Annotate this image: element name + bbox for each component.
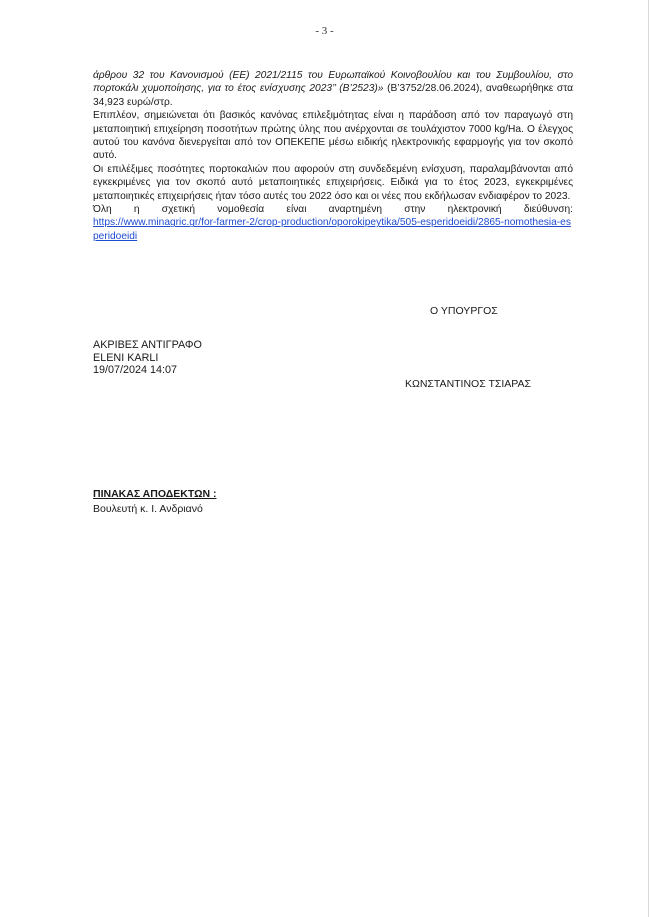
paragraph-3: Οι επιλέξιμες ποσότητες πορτοκαλιών που αφορούν στη συνδεδεμένη ενίσχυση, παραλαμβάνονται από εγκεκριμένες για τον σκοπό αυτό μεταποιητικές επιχειρήσεις. Ειδικά για το έτος 2023, εγκεκριμένες μεταποιητικές επιχειρήσεις ήταν τόσο αυτές του 2022 όσο και οι νέες που εκδήλωσαν ενδιαφέρον το 2023. [93,163,573,202]
signature-timestamp: 19/07/2024 14:07 [93,364,178,376]
paragraph-link [93,216,573,243]
page-number: - 3 - [315,25,334,37]
recipient-item: Βουλευτή κ. Ι. Ανδριανό [93,502,203,515]
minister-name: ΚΩΝΣΤΑΝΤΙΝΟΣ ΤΣΙΑΡΑΣ [405,378,531,390]
recipients-table [93,487,216,516]
recipients-header: ΠΙΝΑΚΑΣ ΑΠΟΔΕΚΤΩΝ : [93,488,217,500]
paragraph-2: Επιπλέον, σημειώνεται ότι βασικός κανόνας επιλεξιμότητας είναι η παράδοση από τον παραγωγό στη μεταποιητική επιχείρηση ποσοτήτων πρώτης ύλης που ανέρχονται σε τουλάχιστον 7000 kg/Ha. Ο έλεγχος αυτού του κανόνα διενεργείται από τον ΟΠΕΚΕΠΕ μέσω ειδικής ηλεκτρονικής εφαρμογής για τον σκοπό αυτό. [93,110,573,162]
legislation-link[interactable]: https://www.minagric.gr/for-farmer-2/crop-production/oporokipeytika/505-esperidoeidi/2865-nomothesia-esperidoeidi [93,217,571,242]
certified-copy-block [93,339,202,377]
certified-copy-label: ΑΚΡΙΒΕΣ ΑΝΤΙΓΡΑΦΟ [93,339,202,351]
document-body [93,69,573,243]
paragraph-1 [93,69,573,109]
paragraph-1-rest: (Β’3752/28.06.2024), αναθεωρήθηκε στα 34,923 ευρώ/στρ. [93,83,573,108]
regulation-citation: άρθρου 32 του Κανονισμού (ΕΕ) 2021/2115 του Ευρωπαϊκού Κοινοβουλίου και του Συμβουλίου, στο πορτοκάλι χυμοποίησης, για το έτος ενίσχυσης 2023’’ (Β’2523)» [93,70,573,95]
minister-title: Ο ΥΠΟΥΡΓΟΣ [430,305,498,317]
signer-name: ELENI KARLI [93,351,159,364]
paragraph-4: Όλη η σχετική νομοθεσία είναι αναρτημένη στην ηλεκτρονική διεύθυνση: [93,204,573,216]
